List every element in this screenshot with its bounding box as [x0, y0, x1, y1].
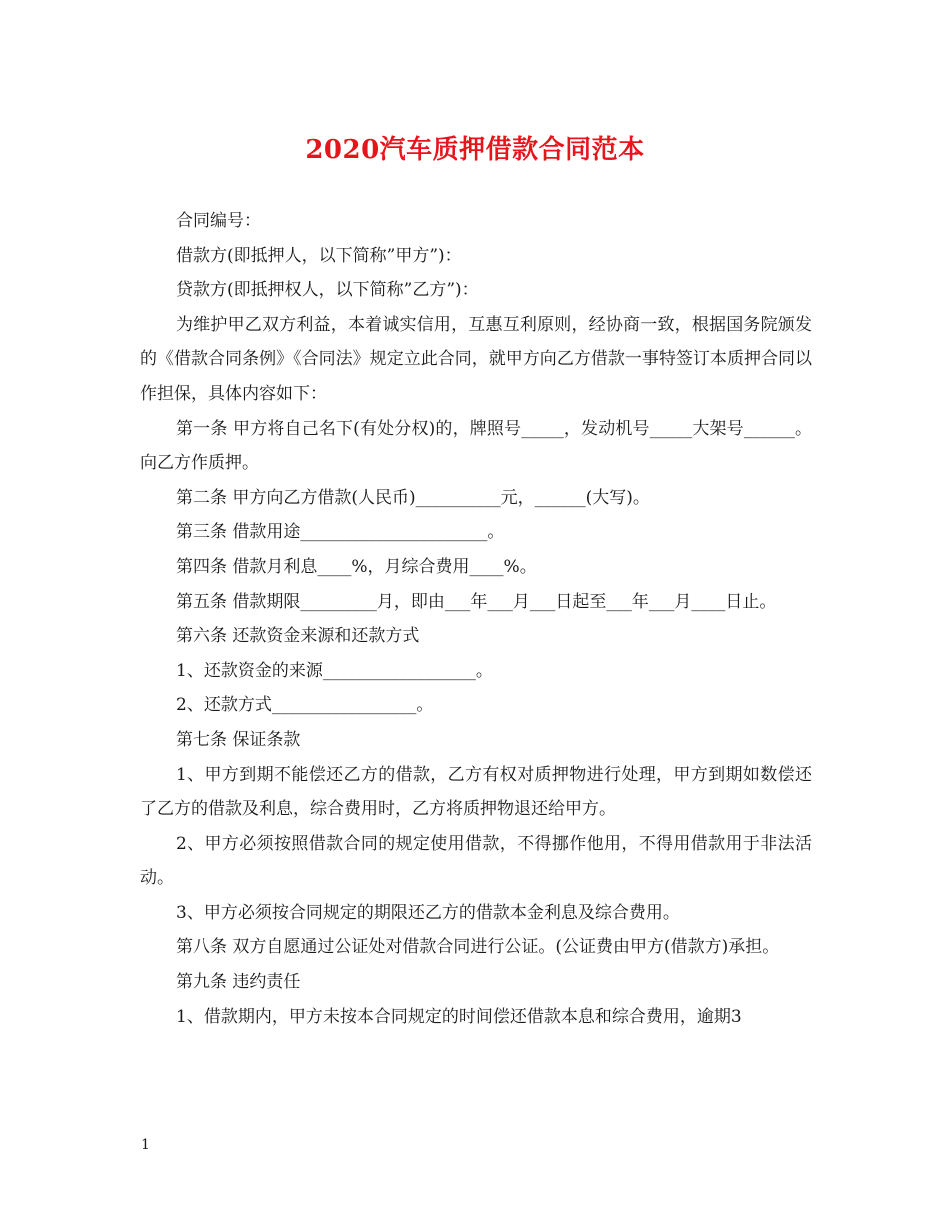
article-4: 第四条 借款月利息____%，月综合费用____%。 — [176, 556, 537, 577]
article-5: 第五条 借款期限_________月，即由___年___月___日起至___年___月____日止。 — [176, 591, 777, 612]
article-6-item-1: 1、还款资金的来源__________________。 — [176, 660, 493, 681]
lender-line: 贷款方(即抵押权人，以下简称”乙方”)： — [176, 280, 479, 301]
article-7-heading: 第七条 保证条款 — [176, 729, 301, 750]
article-7-item-3: 3、甲方必须按合同规定的期限还乙方的借款本金利息及综合费用。 — [176, 902, 680, 923]
article-7-item-1: 1、甲方到期不能偿还乙方的借款，乙方有权对质押物进行处理，甲方到期如数偿还了乙方的借款及利息，综合费用时，乙方将质押物退还给甲方。 — [140, 764, 812, 820]
article-6-item-2: 2、还款方式_________________。 — [176, 695, 434, 716]
contract-number-line: 合同编号： — [176, 211, 261, 231]
article-6-heading: 第六条 还款资金来源和还款方式 — [176, 626, 420, 647]
preamble-paragraph: 为维护甲乙双方利益，本着诚实信用，互惠互利原则，经协商一致，根据国务院颁发的《借款合同条例》《合同法》规定立此合同，就甲方向乙方借款一事特签订本质押合同以作担保，具体内容如下： — [140, 314, 812, 404]
article-1: 第一条 甲方将自己名下(有处分权)的，牌照号_____，发动机号_____大架号______。向乙方作质押。 — [140, 418, 812, 474]
page-number: 1 — [141, 1137, 150, 1153]
article-2: 第二条 甲方向乙方借款(人民币)__________元，______(大写)。 — [176, 487, 650, 508]
document-body — [140, 204, 812, 1034]
borrower-line: 借款方(即抵押人，以下简称”甲方”)： — [176, 245, 462, 266]
document-title: 2020汽车质押借款合同范本 — [305, 135, 645, 165]
article-3: 第三条 借款用途______________________。 — [176, 522, 505, 543]
article-8: 第八条 双方自愿通过公证处对借款合同进行公证。(公证费由甲方(借款方)承担。 — [176, 937, 780, 958]
article-9-item-1: 1、借款期内，甲方未按本合同规定的时间偿还借款本息和综合费用，逾期3 — [176, 1006, 742, 1027]
article-7-item-2: 2、甲方必须按照借款合同的规定使用借款，不得挪作他用，不得用借款用于非法活动。 — [140, 833, 812, 889]
article-9-heading: 第九条 违约责任 — [176, 972, 301, 993]
